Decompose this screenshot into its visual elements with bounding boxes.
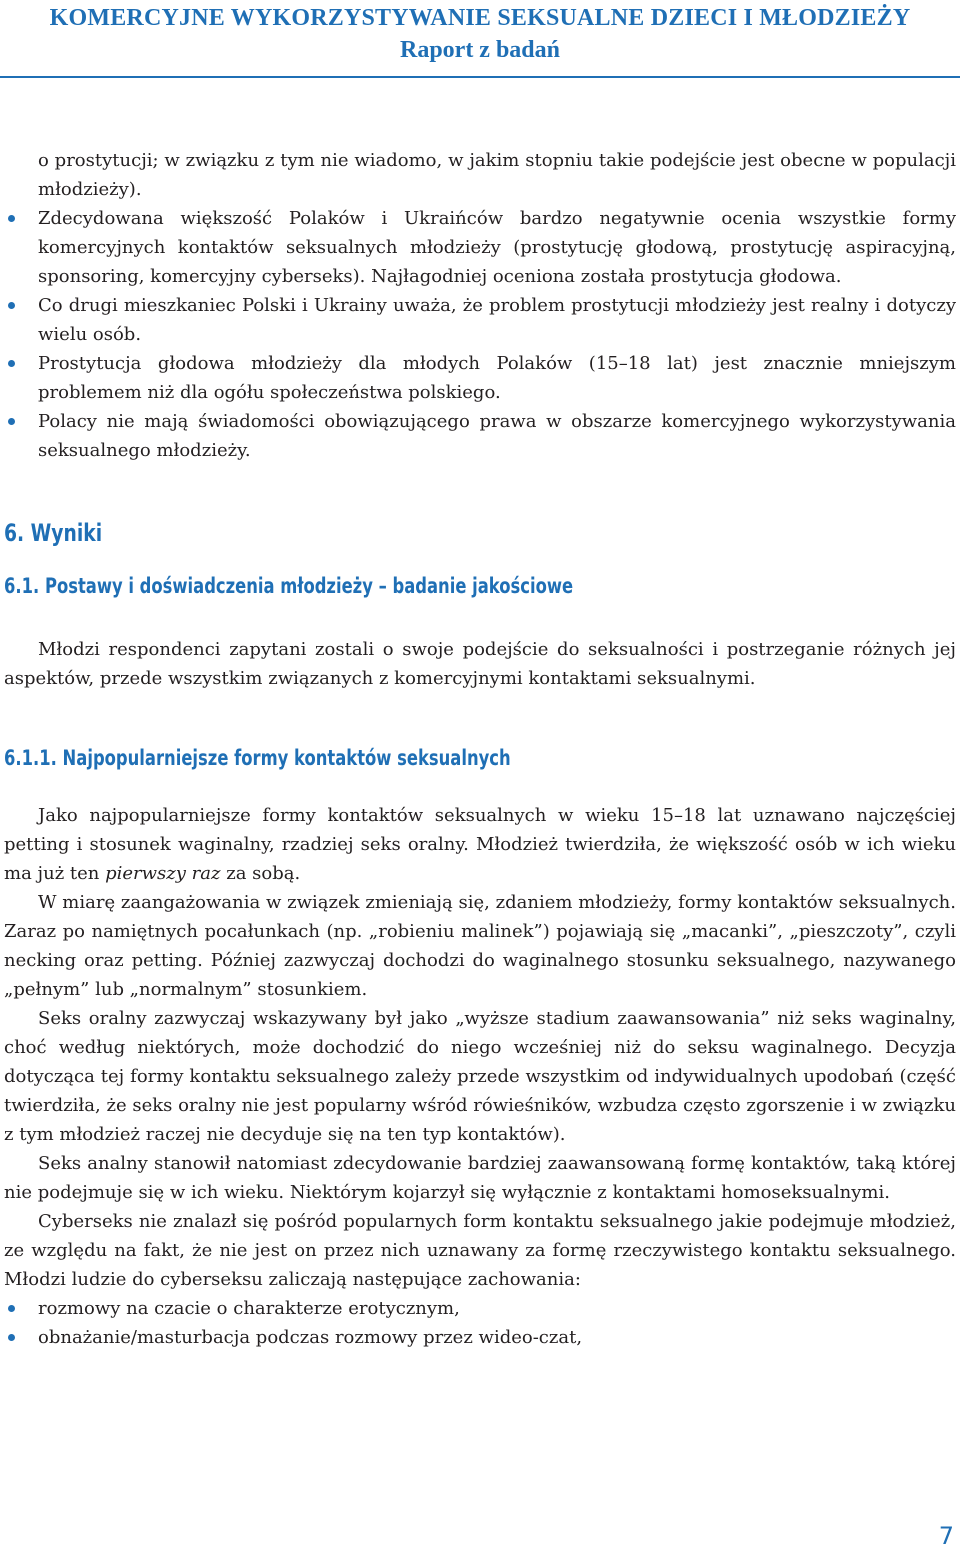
intro-continuation: o prostytucji; w związku z tym nie wiadomo, w jakim stopniu takie podejście jest obecne w populacji młodzieży). [38,150,956,200]
header-divider [0,76,960,78]
header-title: KOMERCYJNE WYKORZYSTYWANIE SEKSUALNE DZIECI I MŁODZIEŻY [49,5,911,31]
section-intro: Młodzi respondenci zapytani zostali o swoje podejście do seksualności i postrzeganie różnych jej aspektów, przede wszystkim związanych z komercyjnymi kontaktami seksualnymi. [4,639,956,689]
page-content [4,146,956,1352]
body-paragraph: Seks oralny zazwyczaj wskazywany był jako „wyższe stadium zaawansowania” niż seks waginalny, choć według niektórych, może dochodzić do niego wcześniej niż do seksu waginalnego. Decyzja dotycząca tej formy kontaktu seksualnego zależy przede wszystkim od indywidualnych upodobań (część twierdziła, że seks oralny nie jest popularny wśród rówieśników, wzbudza często zgorszenie i w związku z tym młodzież raczej nie decyduje się na ten typ kontaktów). [4,1008,956,1145]
list-item-text: Co drugi mieszkaniec Polski i Ukrainy uważa, że problem prostytucji młodzieży jest realny i dotyczy wielu osób. [38,295,956,345]
body-paragraph: Cyberseks nie znalazł się pośród popularnych form kontaktu seksualnego jakie podejmuje młodzież, ze względu na fakt, że nie jest on przez nich uznawany za formę rzeczywistego kontaktu seksualnego. Młodzi ludzie do cyberseksu zaliczają następujące zachowania: [4,1211,956,1290]
list-item-text: Prostytucja głodowa młodzieży dla młodych Polaków (15–18 lat) jest znacznie mniejszym problemem niż dla ogółu społeczeństwa polskiego. [38,353,956,403]
subsection-heading: 6.1. Postawy i doświadczenia młodzieży – badanie jakościowe [4,574,574,598]
list-item-text: rozmowy na czacie o charakterze erotycznym, [38,1298,460,1319]
paragraph-text: Jako najpopularniejsze formy kontaktów seksualnych w wieku 15–18 lat uznawano najczęściej petting i stosunek waginalny, rzadziej seks oralny. Młodzież twierdziła, że większość osób w ich wieku ma już ten [4,805,956,884]
list-item [4,204,956,291]
bullet-icon [8,215,15,222]
cybersex-behaviours-list [4,1294,956,1352]
list-item [4,1323,956,1352]
bullet-icon [8,418,15,425]
header-subtitle: Raport z badań [399,37,561,63]
body-paragraph: W miarę zaangażowania w związek zmieniają się, zdaniem młodzieży, formy kontaktów seksualnych. Zaraz po namiętnych pocałunkach (np. „robieniu malinek”) pojawiają się „macanki”, „pieszczoty”, czyli necking oraz petting. Później zazwyczaj dochodzi do waginalnego stosunku seksualnego, nazywanego „pełnym” lub „normalnym” stosunkiem. [4,892,956,1000]
bullet-icon [8,360,15,367]
list-item-text: Zdecydowana większość Polaków i Ukraińców bardzo negatywnie ocenia wszystkie formy komercyjnych kontaktów seksualnych młodzieży (prostytucję głodową, prostytucję aspiracyjną, sponsoring, komercyjny cyberseks). Najłagodniej oceniona została prostytucja głodowa. [38,208,956,287]
body-paragraph [4,801,956,888]
findings-list [4,204,956,465]
list-item [4,349,956,407]
list-item [4,291,956,349]
emphasis-text: pierwszy raz [105,863,221,884]
list-item-text: Polacy nie mają świadomości obowiązującego prawa w obszarze komercyjnego wykorzystywania seksualnego młodzieży. [38,411,956,461]
subsubsection-heading: 6.1.1. Najpopularniejsze formy kontaktów seksualnych [4,746,511,770]
bullet-icon [8,1305,15,1312]
body-paragraph: Seks analny stanowił natomiast zdecydowanie bardziej zaawansowaną formę kontaktów, taką której nie podejmuje się w ich wieku. Niektórym kojarzył się wyłącznie z kontaktami homoseksualnymi. [4,1153,956,1203]
list-item [4,1294,956,1323]
paragraph-text: za sobą. [220,863,301,884]
section-heading: 6. Wyniki [4,519,103,547]
bullet-icon [8,1334,15,1341]
page-number: 7 [938,1522,954,1550]
page-header [0,0,960,78]
bullet-icon [8,302,15,309]
list-item-text: obnażanie/masturbacja podczas rozmowy przez wideo-czat, [38,1327,583,1348]
list-item [4,407,956,465]
